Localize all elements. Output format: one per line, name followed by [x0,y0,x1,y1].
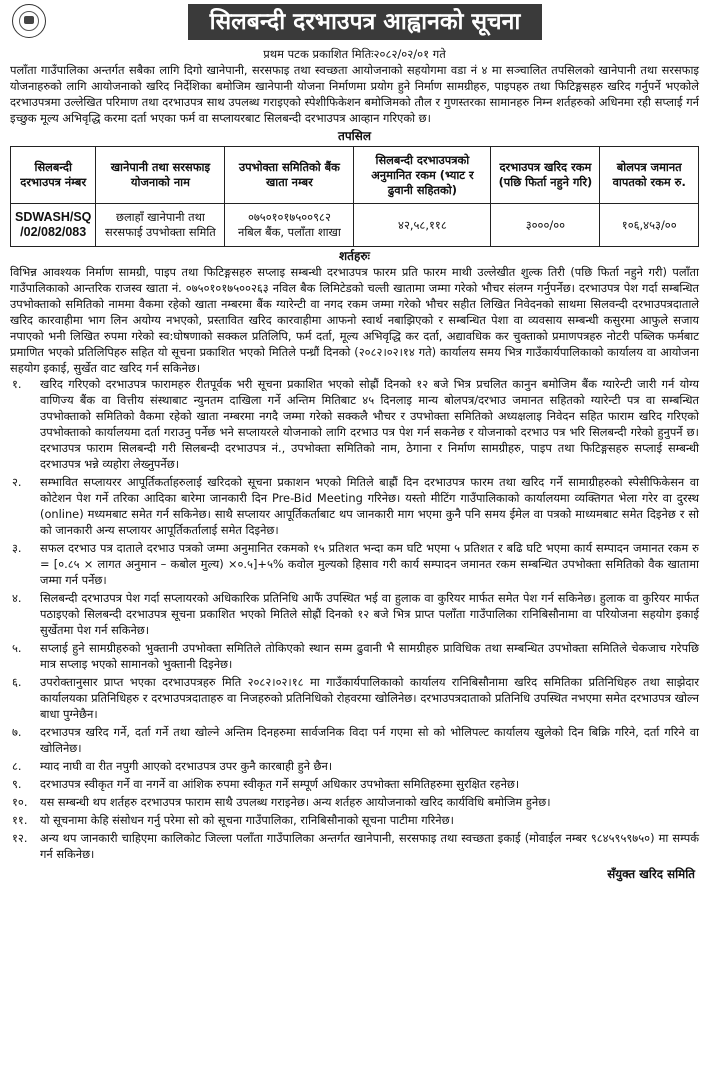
list-item: १. खरिद गरिएको दरभाउपत्र फारामहरु रीतपूर्वक भरी सूचना प्रकाशित भएको सोह्रौं दिनको १२ बजे भित्र प्रचलित कानुन बमोजिम बैंक ग्यारेन्टी जारी गर्न योग्य वाणिज्य बैंक वा वित्तीय संस्थाबाट न्युनतम दाखिला गर्ने अन्तिम मितिबाट ४५ दिनलाइ मान्य बोलपत्र/दरभाउ जमानत सहितको ग्यारेन्टी पत्र वा सम्बन्धित उपभोक्ताको समितिको वैकमा रहेको खाता नम्बरमा नगदै जम्मा गरेको सक्कलै भौचर र उपभोक्ता समितिको अध्यक्षलाइ निवेदन सहित फाराम खरिद गरिएको उपभोक्ताको कार्यालयमा दर्ता गराउनु पर्नेछ भने सप्लायरले योजनाको लागि दरभाउ पत्र पेश गर्न सकनेछ र योजनाको दरभाउ पत्र भरि सिलबन्दी गरेको हुनुपर्ने छ। दरभाउपत्र फाराम सिलबन्दी गरी सिलबन्दी दरभाउपत्र नं., उपभोक्ता समितिको नाम, ठेगाना र निर्माण सामग्रीहरु, पाइप तथा फिटिङ्गसहरु सप्लाई सम्बन्धी दरभाउपत्र भन्ने व्यहोरा लेख्नुपर्नेछ। [12,377,699,471]
terms-intro: विभिन्न आवश्यक निर्माण सामग्री, पाइप तथा फिटिङ्गसहरु सप्लाइ सम्बन्धी दरभाउपत्र फारम प्रति फारम माथी उल्लेखीत शुल्क तिरी (पछि फिर्ता नहुने गरी) पलाँता गाउँपालिकाको आन्तरिक राजस्व खाता नं. ०७५०१०१७५००२६३ नविल बैक लिमिटेडको चल्ती खातामा जम्मा गरेको भौचर संलग्न गर्नुपर्नेछ। दरभाउपत्र पेश गर्दा सम्बन्धित उपभोक्ताको समितिको नाममा वैकमा रहेको खाता नम्बरमा बैंक ग्यारेन्टी वा नगद रकम जम्मा गरेको भौचर सहीत लिखित निवेदनको साथमा सिलवन्दी दरभाउपत्रदाताले खरिद कारवाहीमा भाग लिन अयोग्य नभएको, प्रस्तावित खरिद कारवाहीमा आफनो स्वार्थ नबाझिएको र सम्बन्धित पेशा वा व्यवसाय सम्बन्धी कसुरमा आफुले सजाय नपाएको भनी लिखित रुपमा गरेको स्व:घोषणाको सक्कल प्रतिलिपि, फर्म दर्ता, मूल्य अभिवृद्धि कर दर्ता, अद्यावधिक कर चुक्ताको प्रमाणपत्रहरु नोटरी पब्लिक फर्मबाट प्रमाणित भएको प्रतिलिपिहरु सहित यो सूचना प्रकाशित भएको मितिले पन्ध्रौं दिनको (२०८२।०२।१४ गते) कार्यालय समय भित्र गाउँकार्यपालिकाको कार्यालय वा आयोजना सहयोग इकाई, सुर्खेत वाट खरिद गर्न सकिनेछ। [10,265,699,375]
list-item: ६. उपरोक्तानुसार प्राप्त भएका दरभाउपत्रहरु मिति २०८२।०२।१८ मा गाउँकार्यपालिकाको कार्यालय रानिबिसौनामा खरिद समितिका प्रतिनिधिहरु तथा साझेदार कार्यालयका प्रतिनिधिहरु र दरभाउपत्रदाताहरु वा निजहरुको प्रतिनिधिको रोहवरमा खोलिनेछ। दरभाउपत्रदाताको प्रतिनिधि उपस्थित नभएमा समेत दरभाउपत्र खोल्न बाधा पुग्नेछैन। [12,675,699,721]
list-item: २. सम्भावित सप्लायरर आपूर्तिकर्ताहरुलाई खरिदको सूचना प्रकाशन भएको मितिले बाह्रौं दिन दरभाउपत्र फारम तथा खरिद गर्ने सामाग्रीहरुको स्पेसीफिकेसन वा कोटेशन पेश गर्ने तरिका आदिका बारेमा जानकारी दिन Pre-Bid Meeting गरिनेछ। यस्तो मीटिंग गाउँपालिकाको कार्यालयमा व्यक्तिगत भेला गरेर वा दुरस्थ (online) मध्यमबाट समेत गर्न सकिनेछ। साथै सप्लायर आपूर्तिकर्ताबाट थप जानकारी माग भएमा कुनै पनि समय ईमेल वा पत्रको माध्यमबाट समेत दिइनेछ र सो को जानकारी अन्य सप्लायर आपूर्तिकर्तालाई समेत दिइनेछ। [12,475,699,537]
list-item: ७. दरभाउपत्र खरिद गर्ने, दर्ता गर्ने तथा खोल्ने अन्तिम दिनहरुमा सार्वजनिक विदा पर्न गएमा सो को भोलिपल्ट कार्यालय खुलेको दिन बिक्रि गरिने, दर्ता गरिने वा खोलिनेछ। [12,725,699,755]
terms-list [10,376,699,862]
list-item: ८. म्याद नाघी वा रीत नपुगी आएको दरभाउपत्र उपर कुनै कारबाही हुने छैन। [12,759,333,773]
scheme-line-2: सरसफाई उपभोक्ता समिति [105,225,216,239]
notice-title: सिलबन्दी दरभाउपत्र आह्वानको सूचना [188,4,542,40]
published-date: प्रथम पटक प्रकाशित मितिः२०८२/०२/०१ गते [263,47,446,61]
signature: सँयुक्त खरिद समिति [607,867,695,881]
account-line-2: नबिल बैंक, पलाँता शाखा [238,225,341,239]
tender-table [10,146,699,247]
header-bank-account: उपभोक्ता समितिको बैंक खाता नम्बर [225,147,354,204]
list-item: ४. सिलबन्दी दरभाउपत्र पेश गर्दा सप्लायरको अधिकारिक प्रतिनिधि आफैं उपस्थित भई वा हुलाक वा कुरियर मार्फत समेत पेश गर्न सकिनेछ। हुलाक वा कुरियर मार्फत पठाइएको सिलबन्दी दरभाउपत्र सूचना प्रकाशित भएको मितिले सोह्रौं दिनको १२ बजे भित्र प्राप्त पलाँता गाउँपालिका रानिबिसौनामा वा परियोजना सहयोग इकाई सुर्खेतमा पेश गर्न सकिनेछ। [12,591,699,637]
ref-line-1: SDWASH/SQ [15,210,92,224]
list-item: ९. दरभाउपत्र स्वीकृत गर्ने वा नगर्ने वा आंशिक रुपमा स्वीकृत गर्ने सम्पूर्ण अधिकार उपभोक्ता समितिहरुमा सुरक्षित रहनेछ। [12,777,520,791]
account-line-1: ०७५०१०१७५००९८२ [247,210,331,224]
list-item: ११. यो सूचनामा केहि संसोधन गर्नु परेमा सो को सूचना गाउँपालिका, रानिबिसौनाको सूचना पाटीमा गरिनेछ। [12,813,454,827]
intro-paragraph: पलाँता गाउँपालिका अन्तर्गत सबैका लागि दिगो खानेपानी, सरसफाइ तथा स्वच्छता आयोजनाको सहयोगमा वडा नं ४ मा सञ्चालित तपसिलको खानेपानी तथा सरसफाइ योजनाहरुको लागि आयोजनाको खरिद निर्देशिका बमोजिम खानेपानी योजना निर्माणमा प्रयोग हुने निर्माण सामग्रीहरु, पाइपहरु तथा फिटिङ्गसहरु खरिद गर्नुपर्ने भएकोले दरभाउपत्रमा उल्लेखित परिमाण तथा दरभाउपत्र साथ उपलब्ध गराइएको स्पेशीफिकेशन बमोजिमको तौल र गुणस्तरका सामानहरु निम्न शर्तहरुको अधिनमा रही सप्लाई गर्न इच्छुक मूल्य अभिवृद्धि करमा दर्ता भएका फर्म वा सप्लायरबाट सिलबन्दी दरभाउपत्र आव्हान गरिएको छ। [10,63,699,125]
cell-bid-security: १०६,४५३/०० [600,204,699,247]
cell-scheme-name [96,204,225,247]
cell-estimate: ४२,५८,११८ [354,204,491,247]
schedule-label: तपसिल [337,129,371,143]
scheme-line-1: छलाहाँ खानेपानी तथा [115,210,205,224]
header-scheme-name: खानेपानी तथा सरसफाइ योजनाको नाम [96,147,225,204]
table-header-row [11,147,699,204]
list-item: ५. सप्लाई हुने सामग्रीहरुको भुक्तानी उपभोक्ता समितिले तोकिएको स्थान सम्म ढुवानी भै सामग्रीहरु प्राविधिक तथा सम्बन्धित उपभोक्ता समितिले चेकजाच गरेपछि मात्र सप्लाइ भएको सामानको भुक्तानी दिइनेछ। [12,641,699,671]
header-ref-number: सिलबन्दी दरभाउपत्र नंम्बर [11,147,96,204]
header-purchase-fee: दरभाउपत्र खरिद रकम (पछि फिर्ता नहुने गरि) [491,147,600,204]
ref-line-2: /02/082/083 [20,225,87,239]
terms-label: शर्तहरुः [339,249,370,263]
notice-header [10,4,699,42]
header-estimate: सिलबन्दी दरभाउपत्रको अनुमानित रकम (भ्याट र ढुवानी सहितको) [354,147,491,204]
table-row [11,204,699,247]
cell-ref-number [11,204,96,247]
cell-purchase-fee: ३०००/०० [491,204,600,247]
cell-bank-account [225,204,354,247]
list-item: ३. सफल दरभाउ पत्र दाताले दरभाउ पत्रको जम्मा अनुमानित रकमको १५ प्रतिशत भन्दा कम घटि भएमा ५ प्रतिशत र बढि घटि भएमा कार्य सम्पादन जमानत रकम रु = [०.८५ × लागत अनुमान – कबोल मुल्य) ×०.५]+५% कवोल मुल्यको हिसाव गरी कार्य सम्पादन जमानत रकम सम्बन्धित उपभोक्ता समितिको वैक खातामा जम्मा गर्न पर्नेछ। [12,541,699,587]
municipality-emblem-icon [12,4,46,38]
header-bid-security: बोलपत्र जमानत वापतको रकम रु. [600,147,699,204]
list-item: १०. यस सम्बन्धी थप शर्तहरु दरभाउपत्र फाराम साथै उपलब्ध गराइनेछ। अन्य शर्तहरु आयोजनाको खरिद कार्यविधि बमोजिम हुनेछ। [12,795,551,809]
list-item: १२. अन्य थप जानकारी चाहिएमा कालिकोट जिल्ला पलाँता गाउँपालिका अन्तर्गत खानेपानी, सरसफाइ तथा स्वच्छता इकाई (मोवाईल नम्बर ९८४५९५९७५०) मा सम्पर्क गर्न सकिनेछ। [12,831,699,861]
